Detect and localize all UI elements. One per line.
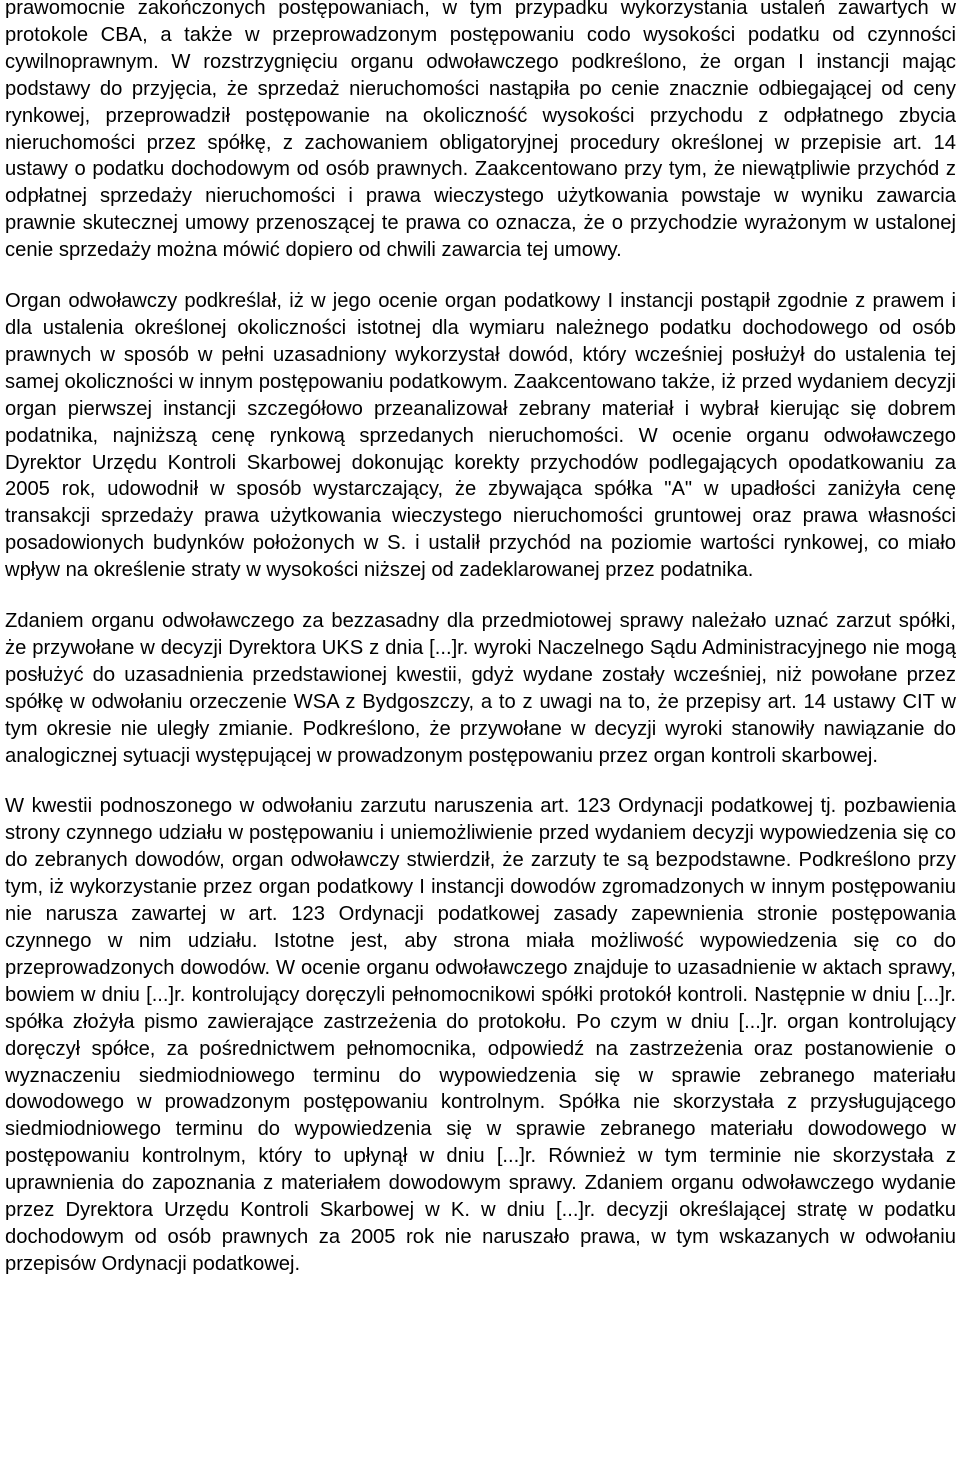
paragraph-4: W kwestii podnoszonego w odwołaniu zarzutu naruszenia art. 123 Ordynacji podatkowej tj. pozbawienia strony czynnego udziału w postępowaniu i uniemożliwienie przed wydaniem decyzji wypowiedzenia się co do zebranych dowodów, organ odwoławczy stwierdził, że zarzuty te są bezpodstawne. Podkreślono przy tym, iż wykorzystanie przez organ podatkowy I instancji dowodów zgromadzonych w innym postępowaniu nie narusza zawartej w art. 123 Ordynacji podatkowej zasady zapewnienia stronie postępowania czynnego w nim udziału. Istotne jest, aby strona miała możliwość wypowiedzenia się co do przeprowadzonych dowodów. W ocenie organu odwoławczego znajduje to uzasadnienie w aktach sprawy, bowiem w dniu [...]r. kontrolujący doręczyli pełnomocnikowi spółki protokół kontroli. Następnie w dniu [...]r. spółka złożyła pismo zawierające zastrzeżenia do protokołu. Po czym w dniu [...]r. organ kontrolujący doręczył spółce, za pośrednictwem pełnomocnika, odpowiedź na zastrzeżenia oraz postanowienie o wyznaczeniu siedmiodniowego terminu do wypowiedzenia się w sprawie zebranego materiału dowodowego w prowadzonym postępowaniu kontrolnym. Spółka nie skorzystała z przysługującego siedmiodniowego terminu do wypowiedzenia się w sprawie zebranego materiału dowodowego w postępowaniu kontrolnym, który to upłynął w dniu [...]r. Również w tym terminie nie skorzystała z uprawnienia do zapoznania z materiałem dowodowym sprawy. Zdaniem organu odwoławczego wydanie przez Dyrektora Urzędu Kontroli Skarbowej w K. w dniu [...]r. decyzji określającej stratę w podatku dochodowym od osób prawnych za 2005 rok nie naruszało prawa, w tym wskazanych w odwołaniu przepisów Ordynacji podatkowej. [5, 795, 956, 1275]
paragraph-3: Zdaniem organu odwoławczego za bezzasadny dla przedmiotowej sprawy należało uznać zarzut spółki, że przywołane w decyzji Dyrektora UKS z dnia [...]r. wyroki Naczelnego Sądu Administracyjnego nie mogą posłużyć do uzasadnienia przedstawionej kwestii, gdyż wydane zostały wcześniej, niż powołane przez spółkę w odwołaniu orzeczenie WSA z Bydgoszczy, a to z uwagi na to, że przepisy art. 14 ustawy CIT w tym okresie nie uległy zmianie. Podkreślono, że przywołane w decyzji wyroki stanowiły nawiązanie do analogicznej sytuacji występującej w prowadzonym postępowaniu przez organ kontroli skarbowej. [5, 610, 956, 767]
paragraph-1: prawomocnie zakończonych postępowaniach, w tym przypadku wykorzystania ustaleń zawartych w protokole CBA, a także w przeprowadzonym postępowaniu codo wysokości podatku od czynności cywilnoprawnym. W rozstrzygnięciu organu odwoławczego podkreślono, że organ I instancji mając podstawy do przyjęcia, że sprzedaż nieruchomości nastąpiła po cenie znacznie odbiegającej od ceny rynkowej, przeprowadził postępowanie na okoliczność wysokości przychodu z odpłatnego zbycia nieruchomości przez spółkę, z zachowaniem obligatoryjnej procedury określonej w przepisie art. 14 ustawy o podatku dochodowym od osób prawnych. Zaakcentowano przy tym, że niewątpliwie przychód z odpłatnej sprzedaży nieruchomości i prawa wieczystego użytkowania powstaje w wyniku zawarcia prawnie skutecznej umowy przenoszącej te prawa co oznacza, że o przychodzie wyrażonym w ustalonej cenie sprzedaży można mówić dopiero od chwili zawarcia tej umowy. [5, 0, 956, 262]
paragraph-gap [5, 584, 956, 608]
paragraph-gap [5, 769, 956, 793]
paragraph-2: Organ odwoławczy podkreślał, iż w jego ocenie organ podatkowy I instancji postąpił zgodnie z prawem i dla ustalenia określonej okoliczności istotnej dla wymiaru należnego podatku dochodowego od osób prawnych w sposób w pełni uzasadniony wykorzystał dowód, który wcześniej posłużył do ustalenia tej samej okoliczności w innym postępowaniu podatkowym. Zaakcentowano także, iż przed wydaniem decyzji organ pierwszej instancji szczegółowo przeanalizował zebrany materiał i wybrał kierując się dobrem podatnika, najniższą cenę rynkową sprzedanych nieruchomości. W ocenie organu odwoławczego Dyrektor Urzędu Kontroli Skarbowej dokonując korekty przychodów podlegających opodatkowaniu za 2005 rok, udowodnił w sposób wystarczający, że zbywająca spółka "A" w upadłości zaniżyła cenę transakcji sprzedaży prawa użytkowania wieczystego nieruchomości gruntowej oraz prawa własności posadowionych budynków położonych w S. i ustalił przychód na poziomie wartości rynkowej, co miało wpływ na określenie straty w wysokości niższej od zadeklarowanej przez podatnika. [5, 290, 956, 582]
paragraph-gap [5, 264, 956, 288]
